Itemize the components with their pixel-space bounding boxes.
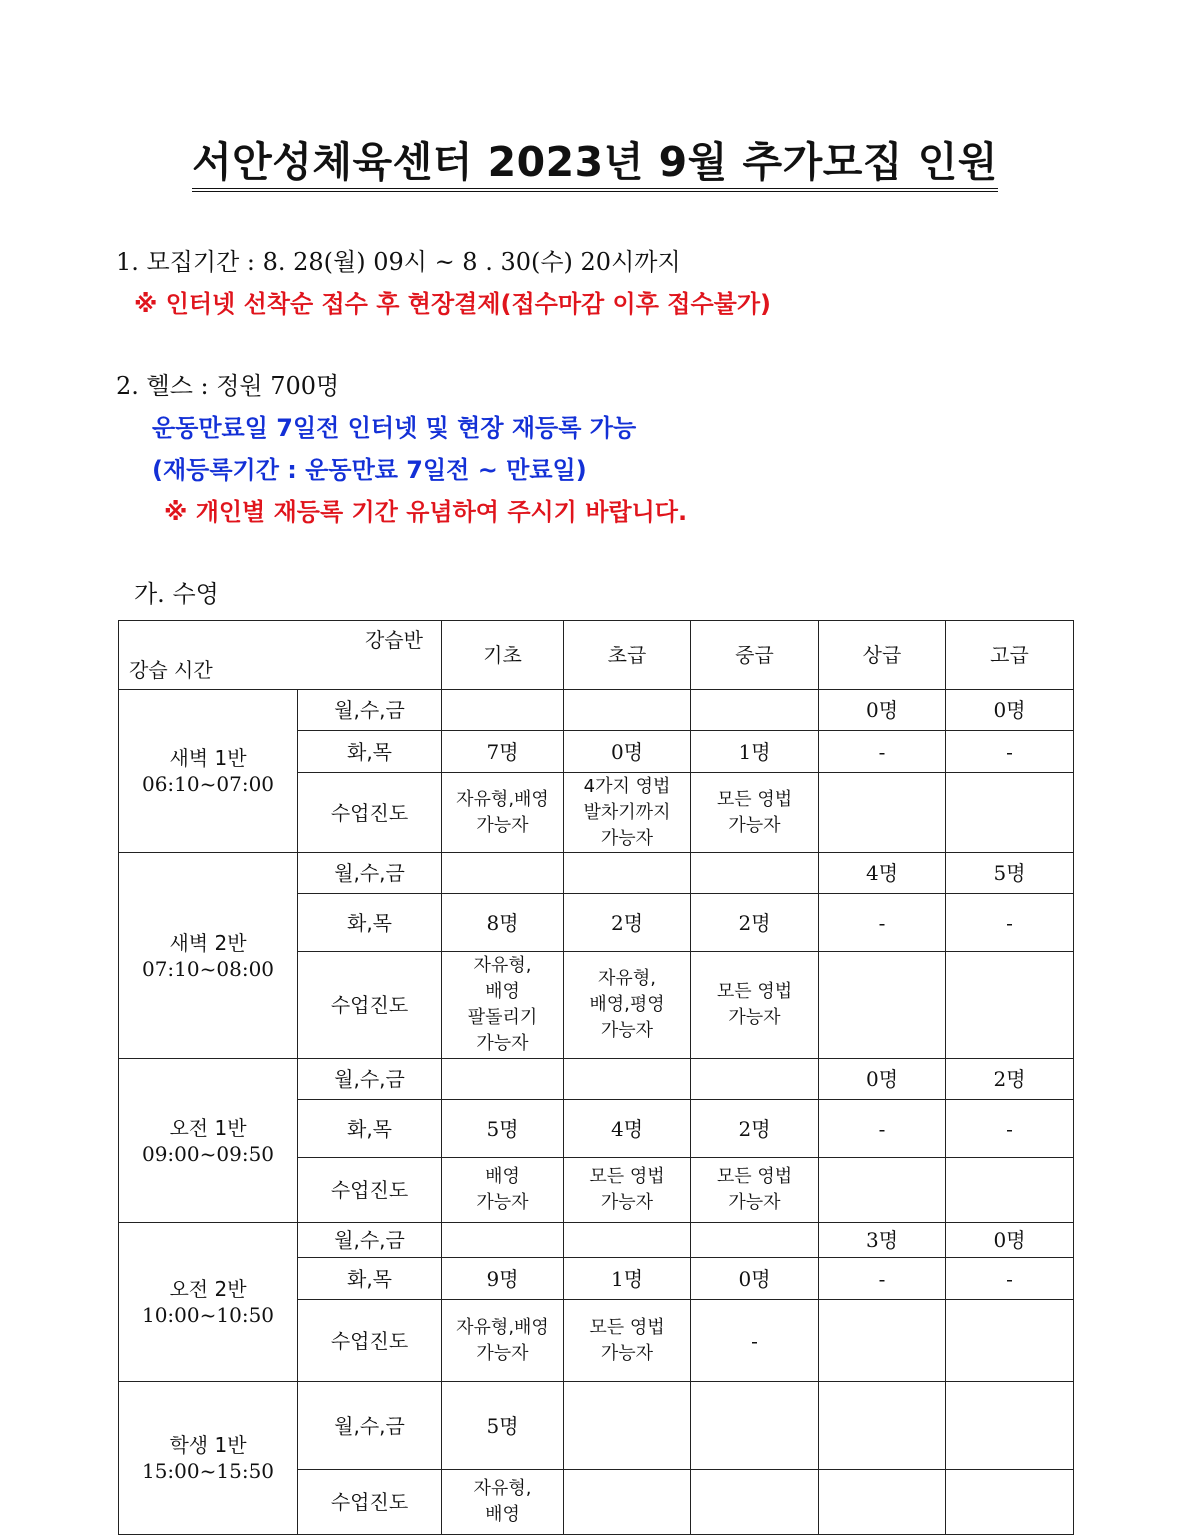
session-name: 새벽 2반 <box>169 930 247 955</box>
count-cell: 자유형, 배영 팔돌리기 가능자 <box>442 952 564 1059</box>
count-cell: 0명 <box>819 1059 946 1100</box>
count-cell <box>946 952 1074 1059</box>
swim-heading: 가. 수영 <box>134 580 219 608</box>
level-header: 고급 <box>946 621 1074 690</box>
count-cell: 3명 <box>819 1223 946 1258</box>
count-cell <box>564 853 691 894</box>
session-time: 06:10~07:00 <box>141 772 275 796</box>
count-cell: 2명 <box>691 1100 819 1158</box>
count-cell: 5명 <box>946 853 1074 894</box>
count-cell: 2명 <box>691 894 819 952</box>
session-time: 07:10~08:00 <box>141 956 275 981</box>
table-row <box>119 690 1074 731</box>
count-cell: - <box>819 1100 946 1158</box>
count-cell: - <box>946 731 1074 773</box>
session-cell <box>119 1382 298 1535</box>
count-cell: - <box>819 731 946 773</box>
count-cell: - <box>946 1100 1074 1158</box>
day-cell: 수업진도 <box>298 1158 442 1223</box>
day-cell: 월,수,금 <box>298 690 442 731</box>
day-cell: 수업진도 <box>298 773 442 853</box>
count-cell: 자유형,배영 가능자 <box>442 773 564 853</box>
count-cell <box>691 1382 819 1470</box>
gym-heading: 2. 헬스 : 정원 700명 <box>116 372 340 400</box>
count-cell: 모든 영법 가능자 <box>564 1300 691 1382</box>
count-cell: 5명 <box>442 1100 564 1158</box>
count-cell <box>946 1470 1074 1535</box>
class-label: 강습반 <box>365 628 423 652</box>
count-cell: 2명 <box>564 894 691 952</box>
day-cell: 수업진도 <box>298 1300 442 1382</box>
count-cell <box>691 1223 819 1258</box>
swim-schedule-table <box>118 620 1074 1535</box>
day-cell: 화,목 <box>298 1258 442 1300</box>
count-cell <box>819 773 946 853</box>
count-cell: 0명 <box>946 690 1074 731</box>
day-cell: 월,수,금 <box>298 1382 442 1470</box>
gym-renew-note: ※ 개인별 재등록 기간 유념하여 주시기 바랍니다. <box>164 498 688 526</box>
gym-renew-info: 운동만료일 7일전 인터넷 및 현장 재등록 가능 <box>152 414 637 442</box>
count-cell <box>819 1300 946 1382</box>
count-cell <box>946 1382 1074 1470</box>
count-cell <box>691 853 819 894</box>
count-cell: 0명 <box>819 690 946 731</box>
count-cell <box>564 1382 691 1470</box>
time-label: 강습 시간 <box>129 658 213 682</box>
count-cell: 1명 <box>691 731 819 773</box>
count-cell: 자유형, 배영,평영 가능자 <box>564 952 691 1059</box>
count-cell: 1명 <box>564 1258 691 1300</box>
session-name: 오전 2반 <box>169 1277 247 1301</box>
count-cell <box>442 690 564 731</box>
count-cell: 4가지 영법 발차기까지 가능자 <box>564 773 691 853</box>
page-title: 서안성체육센터 2023년 9월 추가모집 인원 <box>0 138 1190 192</box>
day-cell: 월,수,금 <box>298 1059 442 1100</box>
swim-schedule-body <box>119 621 1074 1535</box>
count-cell <box>442 1223 564 1258</box>
session-time: 09:00~09:50 <box>141 1141 275 1166</box>
count-cell: 7명 <box>442 731 564 773</box>
session-cell <box>119 1223 298 1382</box>
count-cell: 4명 <box>564 1100 691 1158</box>
count-cell: 0명 <box>691 1258 819 1300</box>
table-row <box>119 1223 1074 1258</box>
count-cell: - <box>946 894 1074 952</box>
day-cell: 월,수,금 <box>298 853 442 894</box>
count-cell <box>442 853 564 894</box>
count-cell: 모든 영법 가능자 <box>691 1158 819 1223</box>
gym-renew-period: (재등록기간 : 운동만료 7일전 ~ 만료일) <box>152 456 587 484</box>
count-cell <box>819 952 946 1059</box>
count-cell <box>819 1382 946 1470</box>
count-cell <box>819 1158 946 1223</box>
day-cell: 수업진도 <box>298 1470 442 1535</box>
count-cell <box>564 1470 691 1535</box>
count-cell: 0명 <box>564 731 691 773</box>
count-cell: - <box>819 1258 946 1300</box>
count-cell: - <box>946 1258 1074 1300</box>
count-cell <box>442 1059 564 1100</box>
day-cell: 수업진도 <box>298 952 442 1059</box>
count-cell: 자유형,배영 가능자 <box>442 1300 564 1382</box>
session-cell <box>119 853 298 1059</box>
recruit-period: 1. 모집기간 : 8. 28(월) 09시 ~ 8 . 30(수) 20시까지 <box>116 248 681 276</box>
count-cell: - <box>819 894 946 952</box>
session-time: 15:00~15:50 <box>141 1459 275 1483</box>
day-cell: 화,목 <box>298 1100 442 1158</box>
header-diagonal-cell <box>119 621 442 690</box>
count-cell: 9명 <box>442 1258 564 1300</box>
table-row <box>119 853 1074 894</box>
table-row <box>119 1382 1074 1470</box>
count-cell <box>691 1470 819 1535</box>
count-cell: - <box>691 1300 819 1382</box>
level-header: 초급 <box>564 621 691 690</box>
count-cell <box>564 1059 691 1100</box>
count-cell <box>946 1158 1074 1223</box>
count-cell: 배영 가능자 <box>442 1158 564 1223</box>
count-cell: 모든 영법 가능자 <box>564 1158 691 1223</box>
count-cell: 자유형, 배영 <box>442 1470 564 1535</box>
session-name: 학생 1반 <box>169 1433 247 1457</box>
level-header: 상급 <box>819 621 946 690</box>
count-cell <box>564 1223 691 1258</box>
table-row <box>119 1059 1074 1100</box>
session-time: 10:00~10:50 <box>141 1303 275 1327</box>
day-cell: 화,목 <box>298 894 442 952</box>
session-cell <box>119 690 298 853</box>
session-name: 새벽 1반 <box>169 746 247 770</box>
count-cell <box>819 1470 946 1535</box>
count-cell: 5명 <box>442 1382 564 1470</box>
day-cell: 화,목 <box>298 731 442 773</box>
count-cell: 모든 영법 가능자 <box>691 952 819 1059</box>
day-cell: 월,수,금 <box>298 1223 442 1258</box>
recruit-note: ※ 인터넷 선착순 접수 후 현장결제(접수마감 이후 접수불가) <box>134 290 771 318</box>
count-cell: 8명 <box>442 894 564 952</box>
count-cell <box>691 690 819 731</box>
count-cell <box>946 1300 1074 1382</box>
table-header-row <box>119 621 1074 690</box>
count-cell <box>946 773 1074 853</box>
count-cell: 2명 <box>946 1059 1074 1100</box>
session-name: 오전 1반 <box>169 1115 247 1140</box>
count-cell <box>691 1059 819 1100</box>
count-cell: 모든 영법 가능자 <box>691 773 819 853</box>
count-cell <box>564 690 691 731</box>
session-cell <box>119 1059 298 1223</box>
level-header: 중급 <box>691 621 819 690</box>
count-cell: 0명 <box>946 1223 1074 1258</box>
count-cell: 4명 <box>819 853 946 894</box>
level-header: 기초 <box>442 621 564 690</box>
